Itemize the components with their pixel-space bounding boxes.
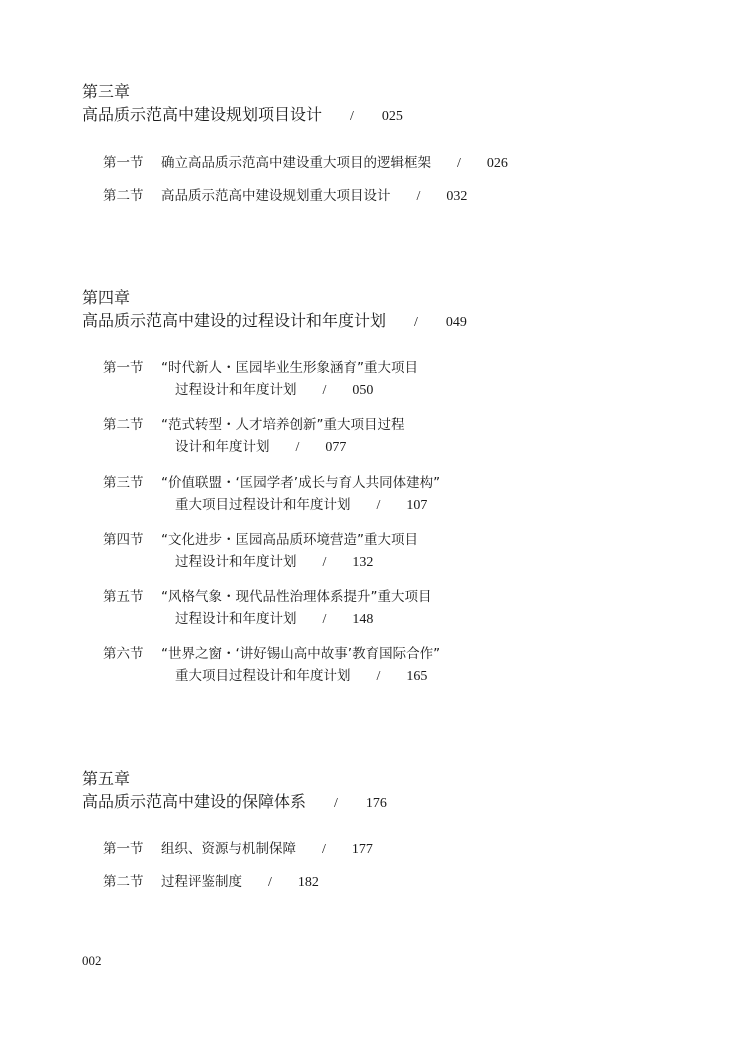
section-label: 第二节 (103, 188, 144, 204)
chapter-title-line (82, 105, 403, 127)
section-title-line1: “世界之窗・‘讲好锡山高中故事’教育国际合作” (161, 646, 441, 662)
section-label: 第五节 (103, 589, 144, 605)
separator: / (376, 669, 381, 684)
section-title-line1: “文化进步・匡园高品质环境营造”重大项目 (161, 532, 418, 548)
section-title: 组织、资源与机制保障 (161, 841, 296, 857)
section-text (161, 472, 440, 517)
section-text (161, 414, 405, 459)
separator: / (322, 842, 326, 857)
separator: / (322, 383, 327, 398)
page-folio: 002 (82, 953, 102, 968)
separator: / (334, 796, 338, 811)
section-label: 第三节 (103, 475, 144, 491)
chapter-number: 第四章 (82, 288, 131, 307)
section-title-cont: 过程设计和年度计划 (175, 382, 297, 398)
section-text (161, 529, 418, 574)
section-text (161, 643, 440, 688)
section-label: 第一节 (103, 155, 144, 171)
page-number: 132 (352, 555, 374, 570)
separator: / (268, 875, 272, 890)
chapter-number: 第五章 (82, 769, 131, 788)
section-text (161, 838, 373, 861)
section-text (161, 185, 467, 208)
page-number: 182 (297, 875, 319, 890)
chapter-number: 第三章 (82, 82, 131, 101)
separator: / (414, 315, 418, 330)
section-text (161, 357, 418, 402)
separator: / (457, 156, 461, 171)
section-title-line1: “范式转型・人才培养创新”重大项目过程 (161, 417, 405, 433)
section-label: 第二节 (103, 417, 144, 433)
separator: / (416, 189, 421, 204)
section-title: 过程评鉴制度 (161, 874, 242, 890)
section-label: 第一节 (103, 360, 144, 376)
section-title: 高品质示范高中建设规划重大项目设计 (161, 188, 391, 204)
chapter-title: 高品质示范高中建设规划项目设计 (82, 105, 323, 124)
chapter-5 (82, 769, 387, 814)
section-text (161, 152, 508, 175)
separator: / (322, 612, 327, 627)
section-label: 第六节 (103, 646, 144, 662)
page-number: 165 (406, 669, 428, 684)
section-text (161, 586, 432, 631)
section-title: 确立高品质示范高中建设重大项目的逻辑框架 (161, 155, 431, 171)
page-number: 077 (325, 440, 347, 455)
page-number: 032 (446, 189, 468, 204)
section-title-cont: 设计和年度计划 (175, 439, 270, 455)
section-title-cont: 重大项目过程设计和年度计划 (175, 497, 351, 513)
section-title-line1: “风格气象・现代品性治理体系提升”重大项目 (161, 589, 432, 605)
separator: / (322, 555, 327, 570)
chapter-4 (82, 288, 467, 333)
page-number: 049 (445, 315, 467, 330)
page-number: 107 (406, 498, 428, 513)
separator: / (376, 498, 381, 513)
section-title-cont: 重大项目过程设计和年度计划 (175, 668, 351, 684)
section-label: 第一节 (103, 841, 144, 857)
section-title-line2 (161, 551, 418, 574)
chapter-title-line (82, 792, 387, 814)
section-title-line2 (161, 665, 440, 688)
section-title-line2 (161, 608, 432, 631)
page-number: 025 (381, 109, 403, 124)
section-label: 第二节 (103, 874, 144, 890)
section-title-line2 (161, 379, 418, 402)
chapter-title-line (82, 311, 467, 333)
chapter-3 (82, 82, 403, 127)
page-number: 050 (352, 383, 374, 398)
page-number: 176 (365, 796, 387, 811)
page-number: 177 (351, 842, 373, 857)
chapter-title: 高品质示范高中建设的保障体系 (82, 792, 307, 811)
section-title-line2 (161, 436, 405, 459)
section-text (161, 871, 319, 894)
section-title-cont: 过程设计和年度计划 (175, 611, 297, 627)
section-title-line2 (161, 494, 440, 517)
separator: / (295, 440, 300, 455)
separator: / (350, 109, 354, 124)
section-title-line1: “时代新人・匡园毕业生形象涵育”重大项目 (161, 360, 418, 376)
section-title-line1: “价值联盟・‘匡园学者’成长与育人共同体建构” (161, 475, 441, 491)
chapter-title: 高品质示范高中建设的过程设计和年度计划 (82, 311, 387, 330)
page-number: 148 (352, 612, 374, 627)
section-label: 第四节 (103, 532, 144, 548)
section-title-cont: 过程设计和年度计划 (175, 554, 297, 570)
page-number: 026 (486, 156, 508, 171)
